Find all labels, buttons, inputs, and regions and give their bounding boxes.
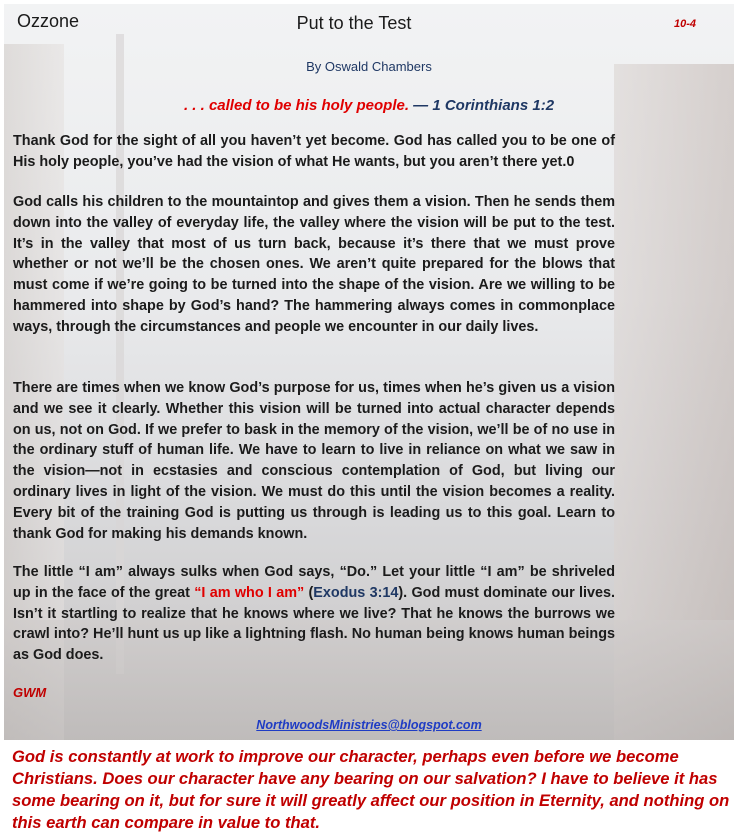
exodus-reference: Exodus 3:14 [313,584,399,601]
verse-quote: . . . called to be his holy people. [183,97,409,114]
blog-link[interactable]: NorthwoodsMinistries@blogspot.com [256,718,482,732]
scripture-verse [4,97,734,114]
paragraph-2: God calls his children to the mountaintop and gives them a vision. Then he sends them down into the valley of everyday life, the valley where the vision will be put to the test. It’s in the valley that most of us turn back, because it’s there that we must prove whether or not we’ll be the chosen ones. We aren’t quite prepared for the blows that must come if we’re going to be turned into the shape of the vision. Are we willing to be hammered into shape by God’s hand? The hammering always comes in commonplace ways, through the circumstances and people we encounter in our daily lives. [13,194,615,335]
devotional-card [4,4,734,740]
verse-reference: — 1 Corinthians 1:2 [413,97,555,114]
date-label: 10-4 [674,18,697,30]
paragraph-4-text-c: ). God must dominate our lives. Isn’t it startling to realize that he knows where we live? That he knows the burrows we crawl into? He’ll hunt us up like a lightning flash. No human being knows human beings as God does. [13,584,615,664]
site-name: Ozzone [17,11,80,31]
i-am-highlight: “I am who I am” [194,584,305,601]
footer-commentary: God is constantly at work to improve our character, perhaps even before we become Christians. Does our character have any bearing on our salvation? I have to believe it has some bearing on it, but for sure it will greatly affect our position in Eternity, and nothing on this earth can compare in value to that. [12,747,730,832]
signature: GWM [13,685,47,700]
paragraph-3: There are times when we know God’s purpose for us, times when he’s given us a vision and we see it clearly. Whether this vision will be turned into actual character depends on us, not on God. If we prefer to bask in the memory of the vision, we’ll be of no use in the ordinary stuff of human life. We have to learn to live in reliance on what we saw in the vision—not in ecstasies and conscious contemplation of God, but living our ordinary lives in light of the vision. We must do this until the vision becomes a reality. Every bit of the training God is putting us through is leading us to this goal. Learn to thank God for making his demands known. [13,380,615,542]
paragraph-4-text-b: ( [304,584,314,601]
paragraph-1: Thank God for the sight of all you haven’t yet become. God has called you to be one of His holy people, you’ve had the vision of what He wants, but you aren’t there yet.0 [13,133,615,170]
author-line: By Oswald Chambers [306,59,432,74]
page-title: Put to the Test [296,13,412,33]
paragraph-4 [13,562,615,666]
paragraph-4-text-a: The little “I am” always sulks when God says, “Do.” Let your little “I am” be shriveled up in the face of the great [13,564,615,601]
